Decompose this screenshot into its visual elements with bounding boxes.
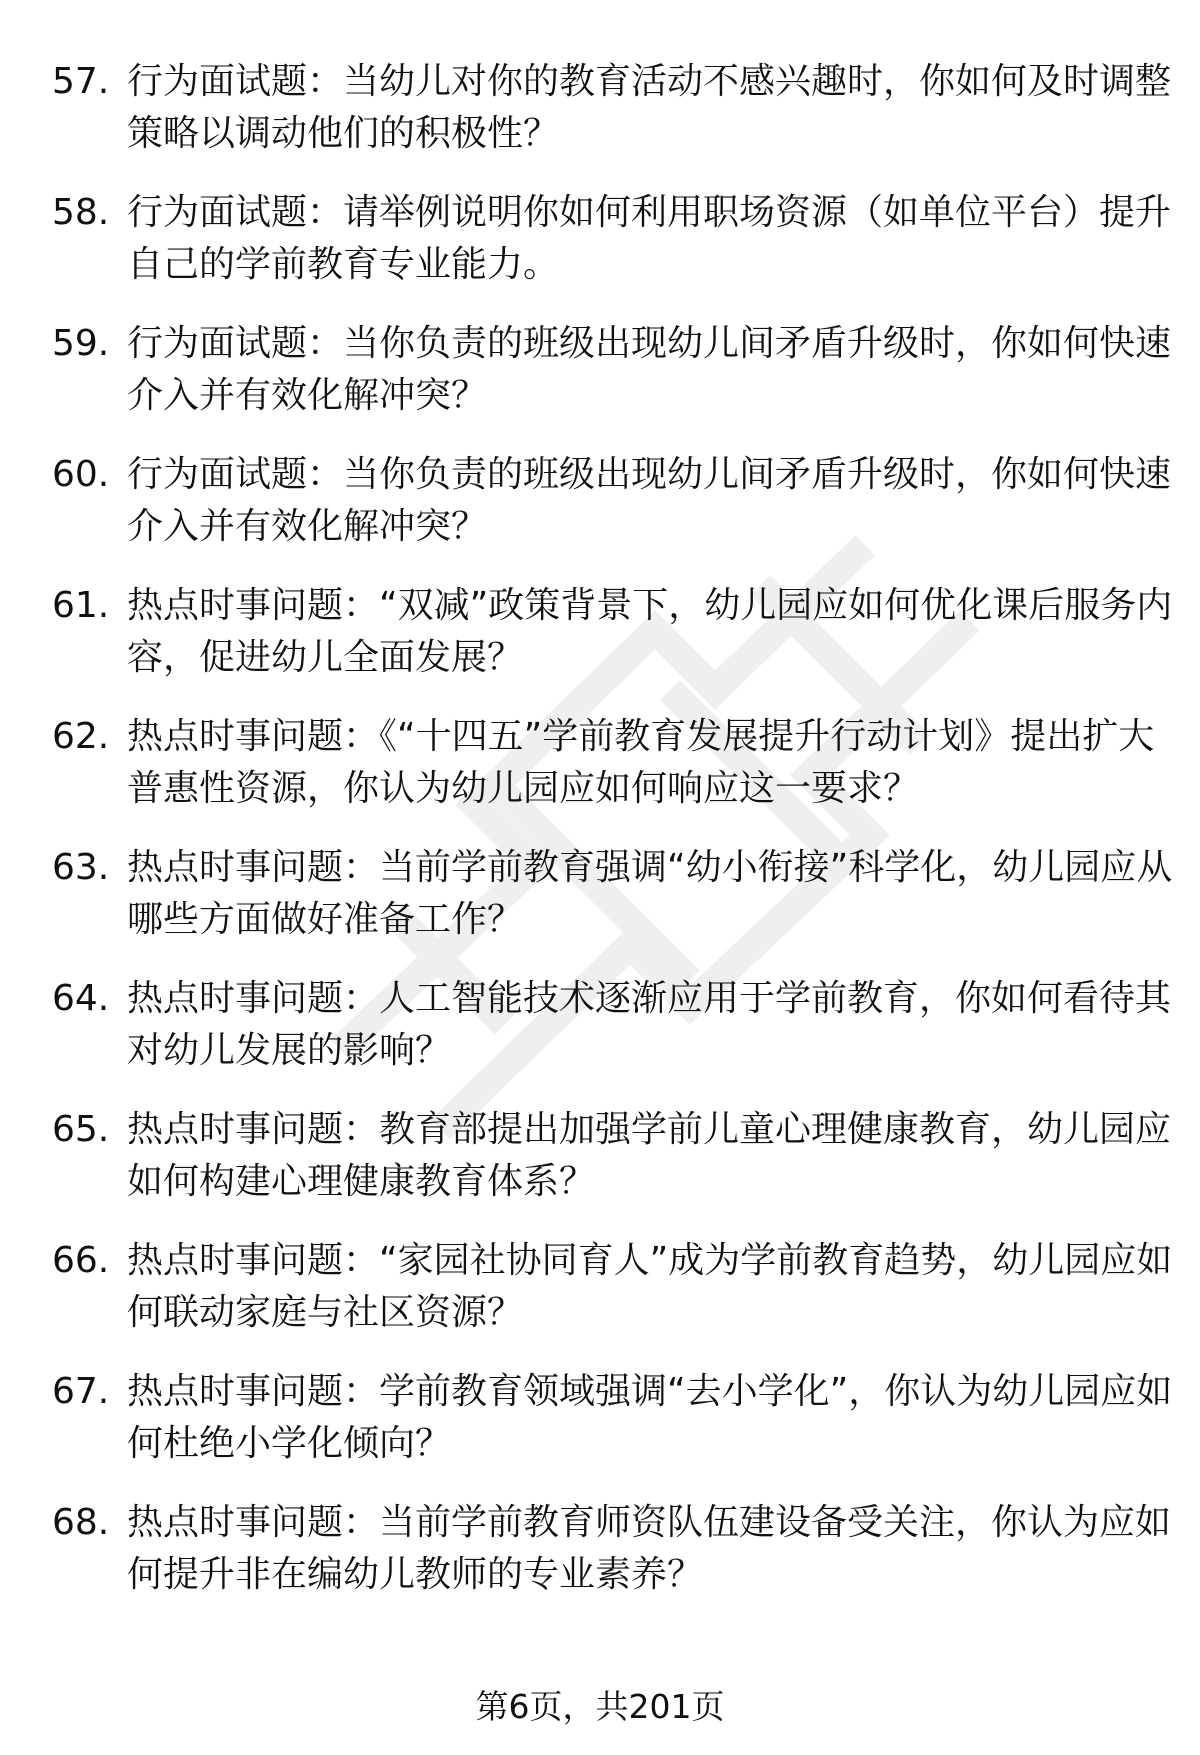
question-number: 61. (52, 585, 110, 626)
question-62 (52, 711, 1155, 825)
question-58 (52, 187, 1172, 301)
question-63 (52, 842, 1173, 956)
question-number: 67. (52, 1371, 110, 1412)
question-number: 59. (52, 323, 110, 364)
question-text: 行为面试题：当你负责的班级出现幼儿间矛盾升级时，你如何快速介入并有效化解冲突？ (127, 454, 1172, 547)
question-text: 热点时事问题：“双减”政策背景下，幼儿园应如何优化课后服务内容，促进幼儿全面发展？ (127, 585, 1173, 678)
question-text: 热点时事问题：学前教育领域强调“去小学化”，你认为幼儿园应如何杜绝小学化倾向？ (127, 1371, 1173, 1464)
question-number: 65. (52, 1109, 110, 1150)
question-text: 热点时事问题：“家园社协同育人”成为学前教育趋势，幼儿园应如何联动家庭与社区资源？ (127, 1240, 1173, 1333)
question-text: 热点时事问题：《“十四五”学前教育发展提升行动计划》提出扩大普惠性资源，你认为幼儿园应如何响应这一要求？ (127, 716, 1155, 809)
question-number: 58. (52, 192, 110, 233)
question-list (52, 56, 1173, 1628)
question-68 (52, 1497, 1172, 1611)
question-text: 热点时事问题：当前学前教育师资队伍建设备受关注，你认为应如何提升非在编幼儿教师的专业素养？ (127, 1502, 1172, 1595)
question-number: 66. (52, 1240, 110, 1281)
question-61 (52, 580, 1173, 694)
question-number: 63. (52, 847, 110, 888)
question-text: 热点时事问题：人工智能技术逐渐应用于学前教育，你如何看待其对幼儿发展的影响？ (127, 978, 1172, 1071)
question-60 (52, 449, 1172, 563)
question-text: 行为面试题：当你负责的班级出现幼儿间矛盾升级时，你如何快速介入并有效化解冲突？ (127, 323, 1172, 416)
question-text: 热点时事问题：当前学前教育强调“幼小衔接”科学化，幼儿园应从哪些方面做好准备工作？ (127, 847, 1173, 940)
question-59 (52, 318, 1172, 432)
question-67 (52, 1366, 1173, 1480)
question-text: 行为面试题：当幼儿对你的教育活动不感兴趣时，你如何及时调整策略以调动他们的积极性？ (127, 61, 1172, 154)
question-text: 行为面试题：请举例说明你如何利用职场资源（如单位平台）提升自己的学前教育专业能力。 (127, 192, 1172, 285)
question-number: 68. (52, 1502, 110, 1543)
question-text: 热点时事问题：教育部提出加强学前儿童心理健康教育，幼儿园应如何构建心理健康教育体系？ (127, 1109, 1172, 1202)
question-65 (52, 1104, 1172, 1218)
question-number: 57. (52, 61, 110, 102)
question-number: 60. (52, 454, 110, 495)
page-footer: 第6页，共201页 (475, 1687, 725, 1726)
question-66 (52, 1235, 1173, 1349)
question-57 (52, 56, 1172, 170)
question-number: 62. (52, 716, 110, 757)
question-64 (52, 973, 1172, 1087)
question-number: 64. (52, 978, 110, 1019)
